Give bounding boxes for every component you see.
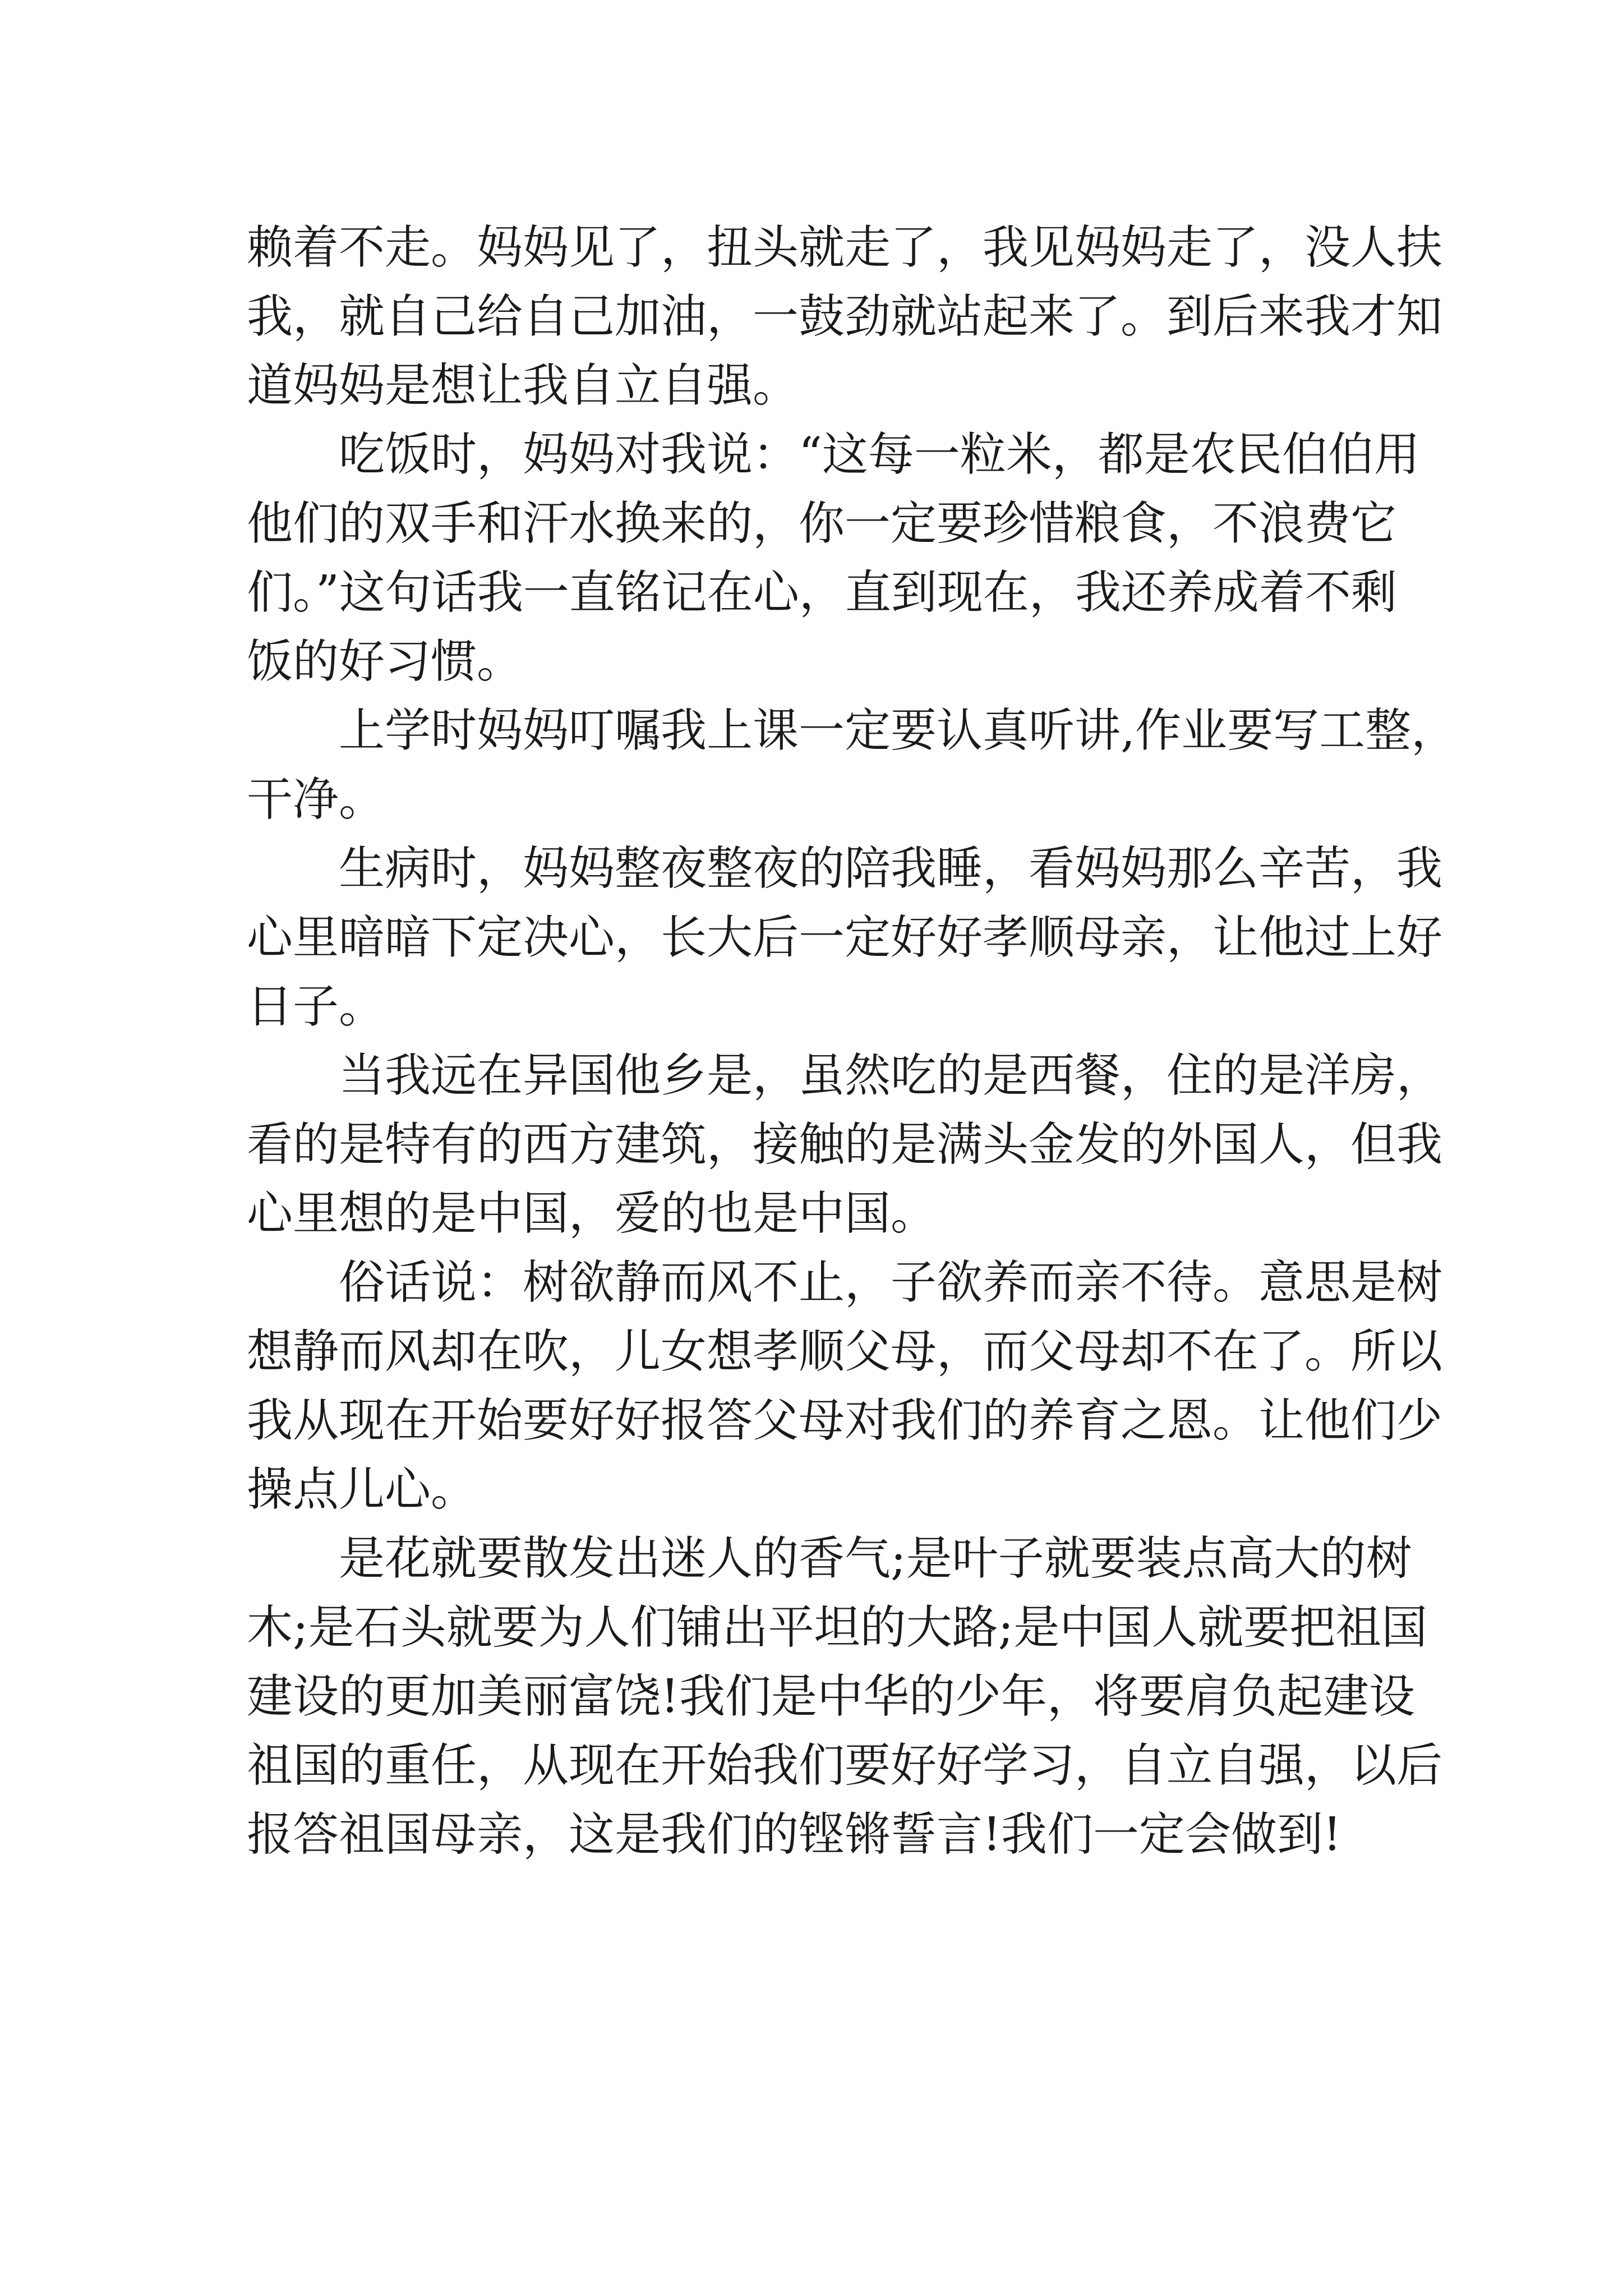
paragraph-2 — [247, 420, 1420, 696]
text-line: 当我远在异国他乡是，虽然吃的是西餐，住的是洋房， — [339, 1049, 1443, 1102]
text-line: 建设的更加美丽富饶!我们是中华的少年，将要肩负起建设 — [247, 1670, 1415, 1723]
text-line: 日子。 — [247, 980, 385, 1033]
paragraph-5 — [247, 1041, 1443, 1248]
text-line: 俗话说：树欲静而风不止，子欲养而亲不待。意思是树 — [339, 1256, 1443, 1309]
text-line: 是花就要散发出迷人的香气;是叶子就要装点高大的树 — [339, 1532, 1412, 1585]
paragraph-6 — [247, 1248, 1443, 1524]
text-line: 心里想的是中国，爱的也是中国。 — [247, 1187, 937, 1240]
text-line: 上学时妈妈叮嘱我上课一定要认真听讲,作业要写工整， — [339, 704, 1458, 757]
paragraph-4 — [247, 834, 1443, 1041]
text-line: 生病时，妈妈整夜整夜的陪我睡，看妈妈那么辛苦，我 — [339, 842, 1443, 895]
text-line: 饭的好习惯。 — [247, 635, 523, 688]
text-line: 赖着不走。妈妈见了，扭头就走了，我见妈妈走了，没人扶 — [247, 221, 1443, 274]
text-line: 木;是石头就要为人们铺出平坦的大路;是中国人就要把祖国 — [247, 1601, 1428, 1654]
text-line: 吃饭时，妈妈对我说：“这每一粒米，都是农民伯伯用 — [339, 428, 1420, 481]
text-line: 想静而风却在吹，儿女想孝顺父母，而父母却不在了。所以 — [247, 1325, 1443, 1378]
text-line: 们。”这句话我一直铭记在心，直到现在，我还养成着不剩 — [247, 566, 1397, 619]
text-line: 操点儿心。 — [247, 1463, 477, 1516]
text-line: 我，就自己给自己加油，一鼓劲就站起来了。到后来我才知 — [247, 290, 1443, 343]
text-line: 祖国的重任，从现在开始我们要好好学习，自立自强，以后 — [247, 1739, 1443, 1792]
text-line: 心里暗暗下定决心，长大后一定好好孝顺母亲，让他过上好 — [247, 911, 1443, 964]
text-line: 报答祖国母亲，这是我们的铿锵誓言!我们一定会做到! — [247, 1808, 1341, 1861]
text-line: 干净。 — [247, 773, 385, 826]
paragraph-1 — [247, 213, 1443, 420]
paragraph-7 — [247, 1524, 1443, 1869]
body-text — [247, 213, 1458, 1869]
paragraph-3 — [247, 696, 1458, 834]
text-line: 我从现在开始要好好报答父母对我们的养育之恩。让他们少 — [247, 1394, 1443, 1447]
text-line: 道妈妈是想让我自立自强。 — [247, 359, 799, 412]
text-line: 他们的双手和汗水换来的，你一定要珍惜粮食，不浪费它 — [247, 497, 1397, 550]
text-line: 看的是特有的西方建筑，接触的是满头金发的外国人，但我 — [247, 1118, 1443, 1171]
